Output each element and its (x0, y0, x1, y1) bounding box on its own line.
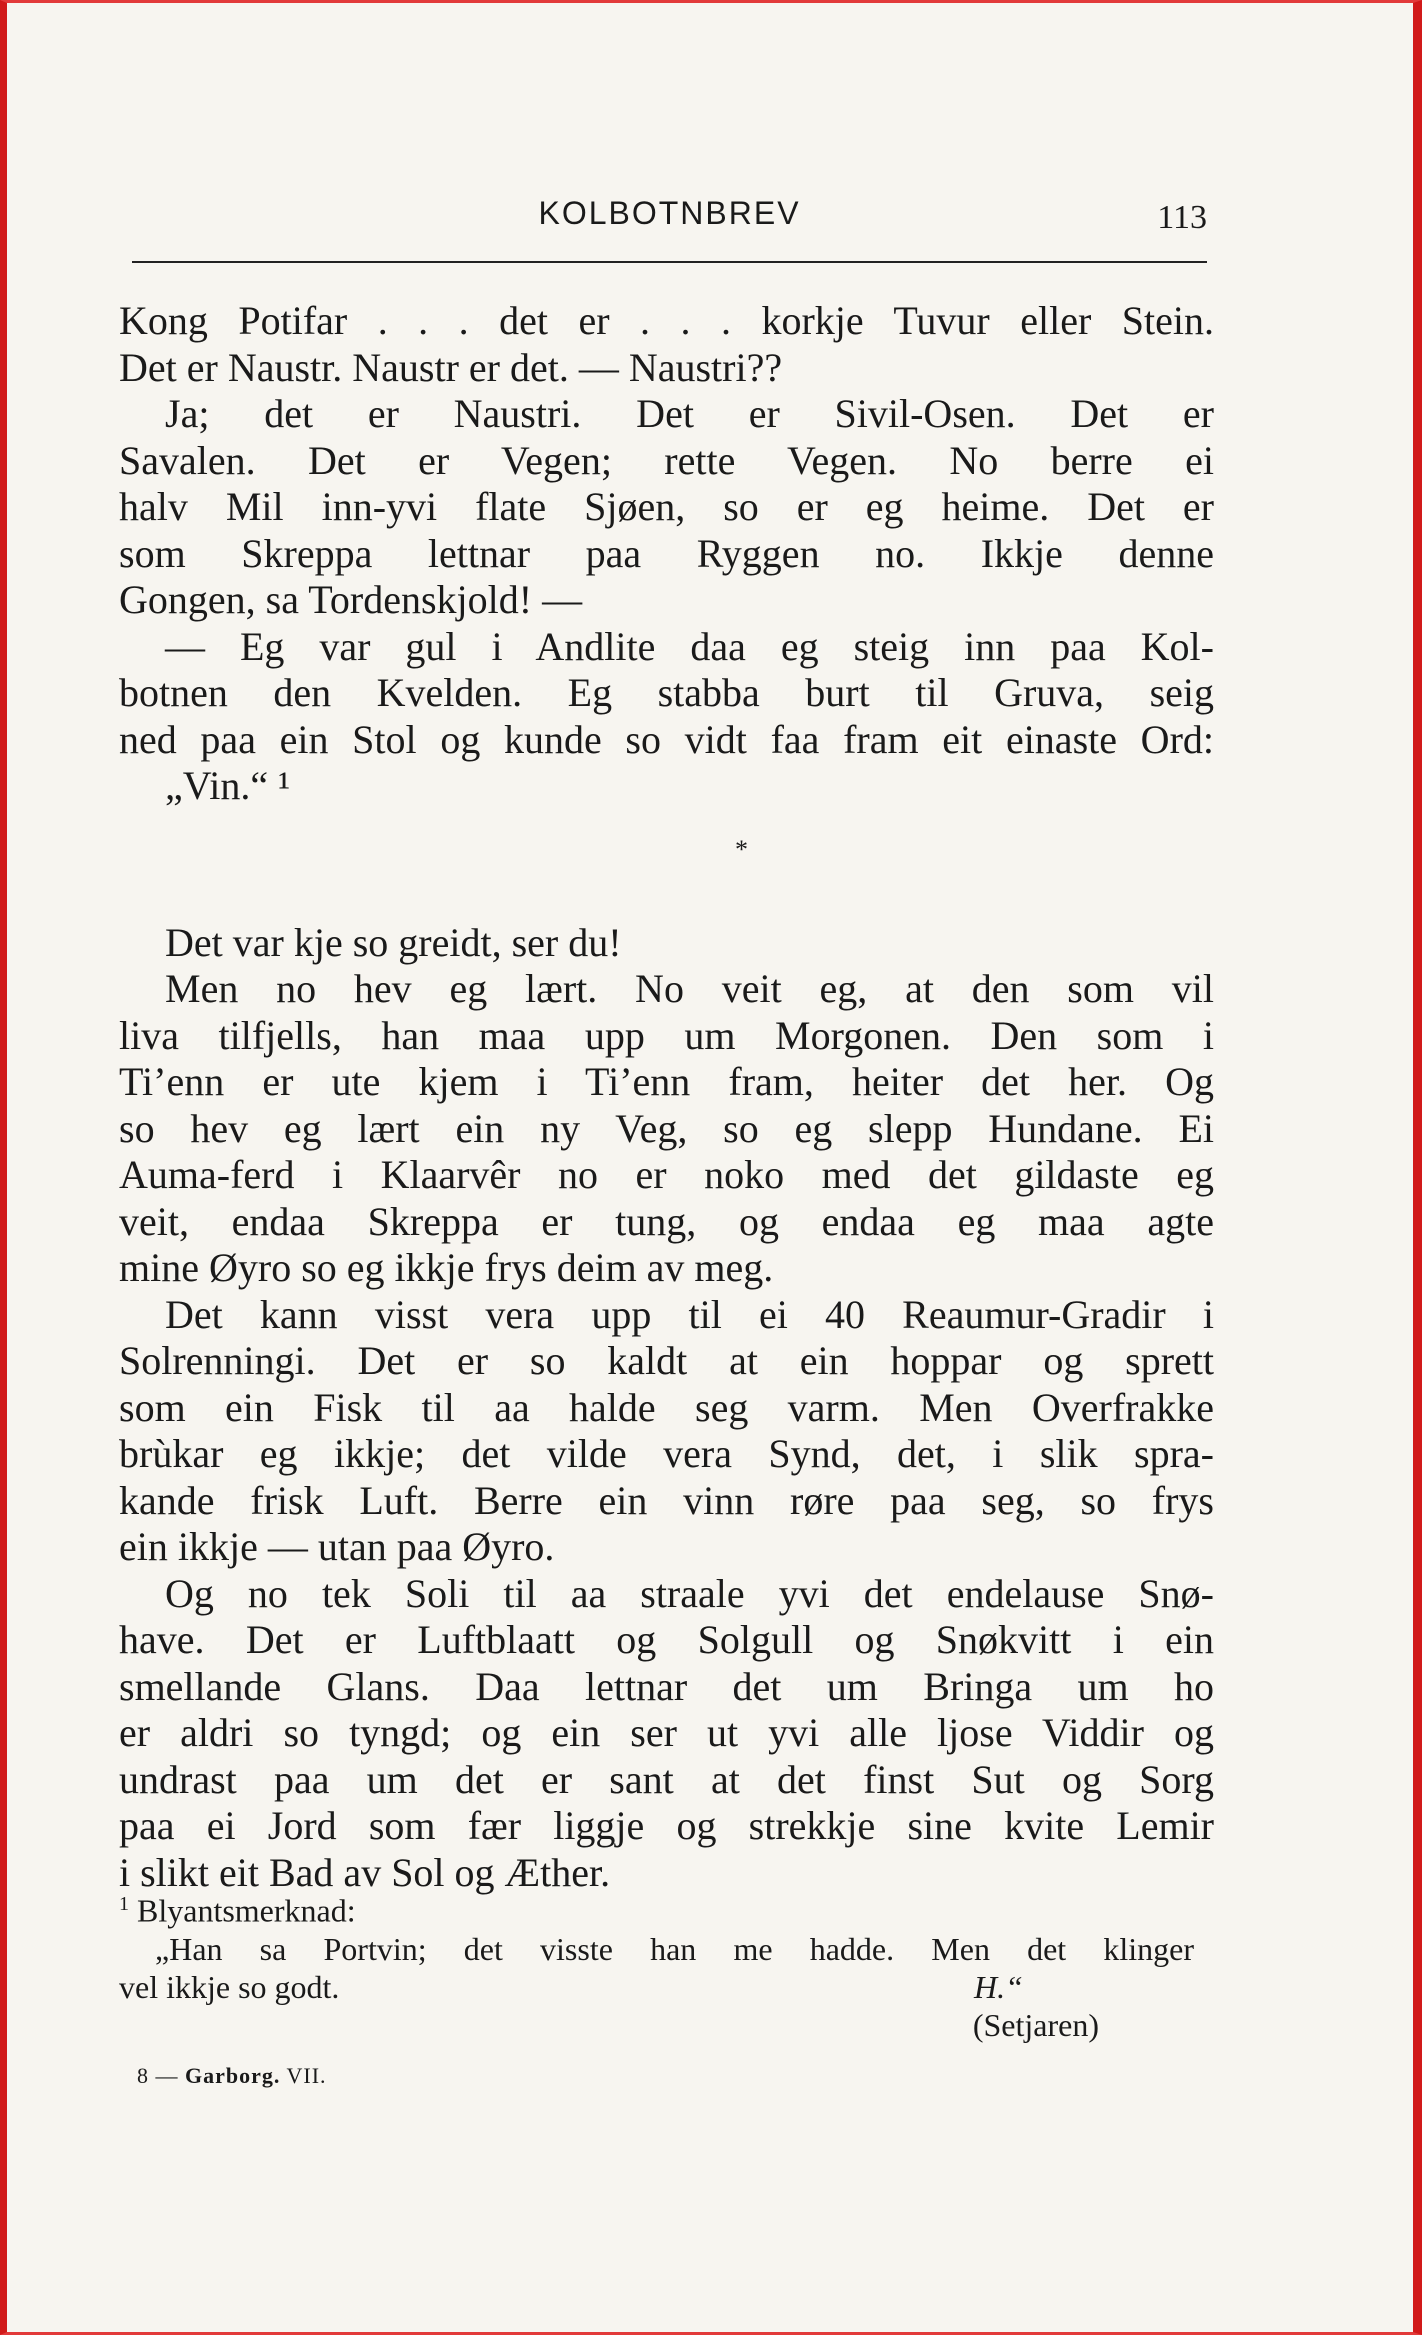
header-rule (132, 261, 1207, 263)
text-line: „Vin.“ ¹ (165, 763, 291, 808)
footnote-line: „Han sa Portvin; det visste han me hadde. Men det klinger (155, 1930, 1194, 1967)
footnote-label-line (119, 1885, 1194, 1930)
text-line: liva tilfjells, han maa upp um Morgonen. Den som i (119, 1012, 1214, 1058)
footnote-signature-note: (Setjaren) (972, 2006, 1099, 2043)
text-line: ein ikkje — utan paa Øyro. (119, 1524, 555, 1569)
text-line: som Skreppa lettnar paa Ryggen no. Ikkje denne (119, 530, 1214, 576)
text-line: Det var kje so greidt, ser du! (165, 919, 622, 965)
text-line: have. Det er Luftblaatt og Solgull og Snøkvitt i ein (119, 1617, 1214, 1662)
footnote-sig-row (119, 1968, 1194, 2006)
signature-author: Garborg. (185, 2063, 281, 2088)
text-line: veit, endaa Skreppa er tung, og endaa eg maa agte (119, 1198, 1214, 1244)
signature-volume: VII. (286, 2063, 327, 2088)
body-text (119, 298, 1214, 1896)
footnote-signature: H.“ (974, 1968, 1023, 2005)
text-line: botnen den Kvelden. Eg stabba burt til Gruva, seig (119, 670, 1214, 715)
text-line: Men no hev eg lært. No veit eg, at den som vil (165, 966, 1214, 1011)
text-line: kande frisk Luft. Berre ein vinn røre paa seg, so frys (119, 1477, 1214, 1523)
text-line: Det kann visst vera upp til ei 40 Reaumur-Gradir i (165, 1291, 1214, 1337)
sheet-number: 8 — (137, 2063, 179, 2088)
text-line: smellande Glans. Daa lettnar det um Bringa um ho (119, 1663, 1214, 1709)
text-line: Og no tek Soli til aa straale yvi det endelause Snø- (165, 1570, 1214, 1616)
text-line: so hev eg lært ein ny Veg, so eg slepp Hundane. Ei (119, 1105, 1214, 1151)
text-line: undrast paa um det er sant at det finst Sut og Sorg (119, 1756, 1214, 1802)
printer-signature (137, 2063, 327, 2089)
text-line: ned paa ein Stol og kunde so vidt faa fram eit einaste Ord: (119, 716, 1214, 762)
text-line: som ein Fisk til aa halde seg varm. Men Overfrakke (119, 1384, 1214, 1430)
text-line: Ja; det er Naustri. Det er Sivil-Osen. Det er (165, 391, 1214, 436)
footnote-marker: 1 (119, 1893, 129, 1915)
text-line: i slikt eit Bad av Sol og Æther. (119, 1849, 611, 1895)
text-line: Ti’enn er ute kjem i Ti’enn fram, heiter det her. Og (119, 1059, 1214, 1104)
text-line: Savalen. Det er Vegen; rette Vegen. No berre ei (119, 437, 1214, 483)
text-line: Auma-ferd i Klaarvêr no er noko med det gildaste eg (119, 1152, 1214, 1197)
text-line: Kong Potifar . . . det er . . . korkje Tuvur eller Stein. (119, 298, 1214, 343)
page-header (132, 195, 1207, 245)
text-line: Solrenningi. Det er so kaldt at ein hoppar og sprett (119, 1338, 1214, 1383)
text-line: Gongen, sa Tordenskjold! — (119, 577, 583, 622)
text-line: — Eg var gul i Andlite daa eg steig inn paa Kol- (165, 623, 1214, 669)
footnote-label: Blyantsmerknad: (137, 1892, 356, 1929)
text-line: Det er Naustr. Naustr er det. — Naustri?? (119, 344, 783, 390)
page-number: 113 (1157, 199, 1207, 236)
footnote-line: vel ikkje so godt. (119, 1968, 340, 2005)
section-separator: * (735, 834, 748, 864)
footnote (119, 1885, 1194, 2044)
text-line: mine Øyro so eg ikkje frys deim av meg. (119, 1245, 774, 1290)
text-line: brùkar eg ikkje; det vilde vera Synd, det, i slik spra- (119, 1431, 1214, 1476)
text-line: er aldri so tyngd; og ein ser ut yvi alle ljose Viddir og (119, 1710, 1214, 1755)
text-line: halv Mil inn-yvi flate Sjøen, so er eg heime. Det er (119, 484, 1214, 529)
text-line: paa ei Jord som fær liggje og strekkje sine kvite Lemir (119, 1803, 1214, 1848)
running-title: KOLBOTNBREV (538, 195, 801, 231)
